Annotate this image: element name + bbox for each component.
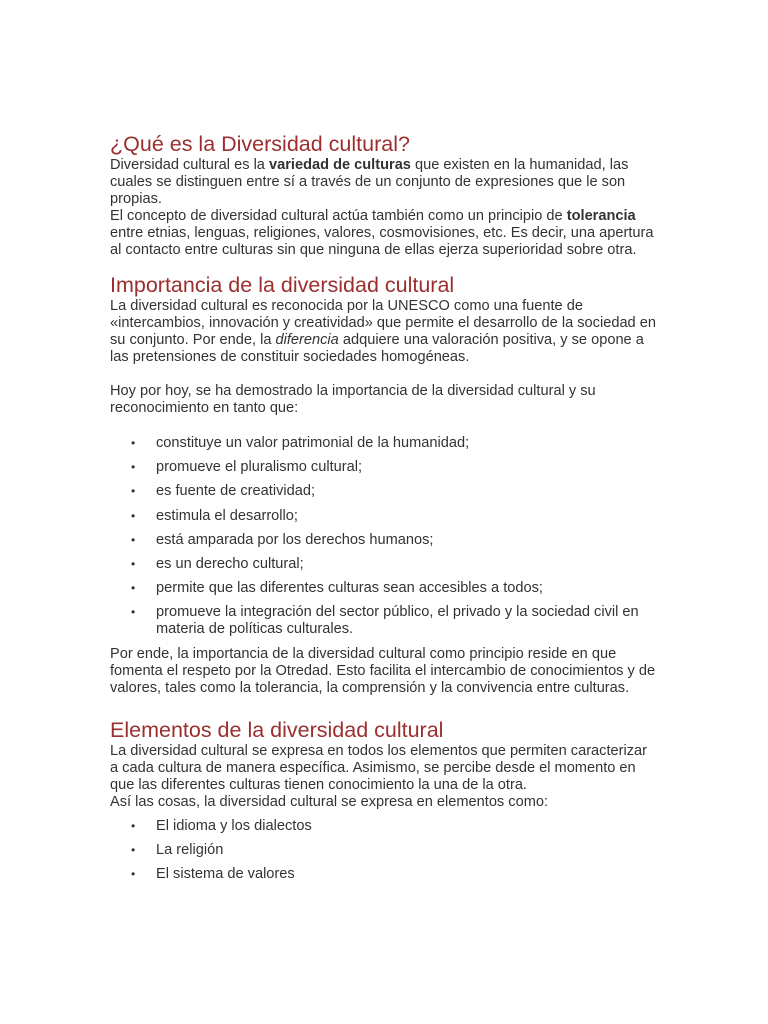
list-item-text: promueve el pluralismo cultural; [156,459,363,476]
bullet-dot-icon: • [131,842,136,857]
paragraph-unesco [110,298,658,366]
bullet-dot-icon: • [131,866,136,881]
list-item-text: es fuente de creatividad; [156,483,316,500]
text-fragment: que existen en la humanidad, las cuales se distinguen entre sí a través de un conjunto de expresiones que le son propias. [110,157,629,207]
text-fragment: adquiere una valoración positiva, y se opone a las pretensiones de constituir sociedades homogéneas. [110,332,644,365]
text-fragment: entre etnias, lenguas, religiones, valores, cosmovisiones, etc. Es decir, una apertura al contacto entre culturas sin que ninguna de ellas ejerza superioridad sobre otra. [110,225,654,258]
section-elementos [110,717,658,883]
heading-importancia: Importancia de la diversidad cultural [110,273,455,297]
list-item-text: es un derecho cultural; [156,555,304,572]
list-item [110,435,658,452]
paragraph-definicion [110,157,658,208]
elementos-list [110,818,658,883]
list-item-text: El idioma y los dialectos [156,817,312,834]
list-item [110,508,658,525]
paragraph-hoy-por-hoy: Hoy por hoy, se ha demostrado la importancia de la diversidad cultural y su reconocimiento en tanto que: [110,383,596,416]
document-page [110,131,658,890]
italic-term-diferencia: diferencia [275,332,339,348]
paragraph-tolerancia [110,208,658,259]
bullet-dot-icon: • [131,436,136,450]
bold-term-variedad: variedad de culturas [268,157,411,173]
text-fragment: Diversidad cultural es la [110,157,269,173]
list-item [110,532,658,549]
bullet-dot-icon: • [131,532,136,547]
list-item-text: constituye un valor patrimonial de la humanidad; [156,435,470,451]
bullet-dot-icon: • [131,556,136,571]
list-item-text: estimula el desarrollo; [156,507,298,524]
importancia-list [110,435,658,638]
list-item [110,604,658,638]
paragraph-spacer [110,366,658,383]
list-item-text: El sistema de valores [156,865,295,882]
paragraph-asi-las-cosas: Así las cosas, la diversidad cultural se expresa en elementos como: [110,793,549,810]
bullet-dot-icon: • [131,484,136,499]
paragraph-otredad: Por ende, la importancia de la diversidad cultural como principio reside en que fomenta el respeto por la Otredad. Esto facilita el intercambio de conocimientos y de valores, tales como la tolerancia, la comprensión y la convivencia entre culturas. [110,645,656,696]
heading-elementos: Elementos de la diversidad cultural [110,717,444,742]
section-importancia [110,272,658,697]
bullet-dot-icon: • [131,818,136,833]
bold-term-tolerancia: tolerancia [566,208,636,224]
list-item [110,580,658,597]
list-item [110,556,658,573]
list-item [110,818,658,835]
list-item-text: está amparada por los derechos humanos; [156,531,434,548]
bullet-dot-icon: • [131,460,136,475]
list-item [110,842,658,859]
section-que-es [110,131,658,259]
list-item-text: promueve la integración del sector público, el privado y la sociedad civil en materia de políticas culturales. [156,604,639,638]
bullet-dot-icon: • [131,605,136,620]
text-fragment: La diversidad cultural es reconocida por la UNESCO como una fuente de «intercambios, innovación y creatividad» que permite el desarrollo de la sociedad en su conjunto. Por ende, la [110,298,656,348]
bullet-dot-icon: • [131,581,136,596]
heading-que-es: ¿Qué es la Diversidad cultural? [110,132,410,156]
list-item [110,866,658,883]
list-item-text: permite que las diferentes culturas sean accesibles a todos; [156,580,543,597]
bullet-dot-icon: • [131,508,136,523]
list-item-text: La religión [156,841,224,858]
text-fragment: El concepto de diversidad cultural actúa también como un principio de [110,208,567,224]
list-item [110,483,658,500]
paragraph-elementos: La diversidad cultural se expresa en todos los elementos que permiten caracterizar a cada cultura de manera específica. Asimismo, se percibe desde el momento en que las diferentes culturas tienen conocimiento la una de la otra. [110,742,648,793]
list-item [110,459,658,476]
